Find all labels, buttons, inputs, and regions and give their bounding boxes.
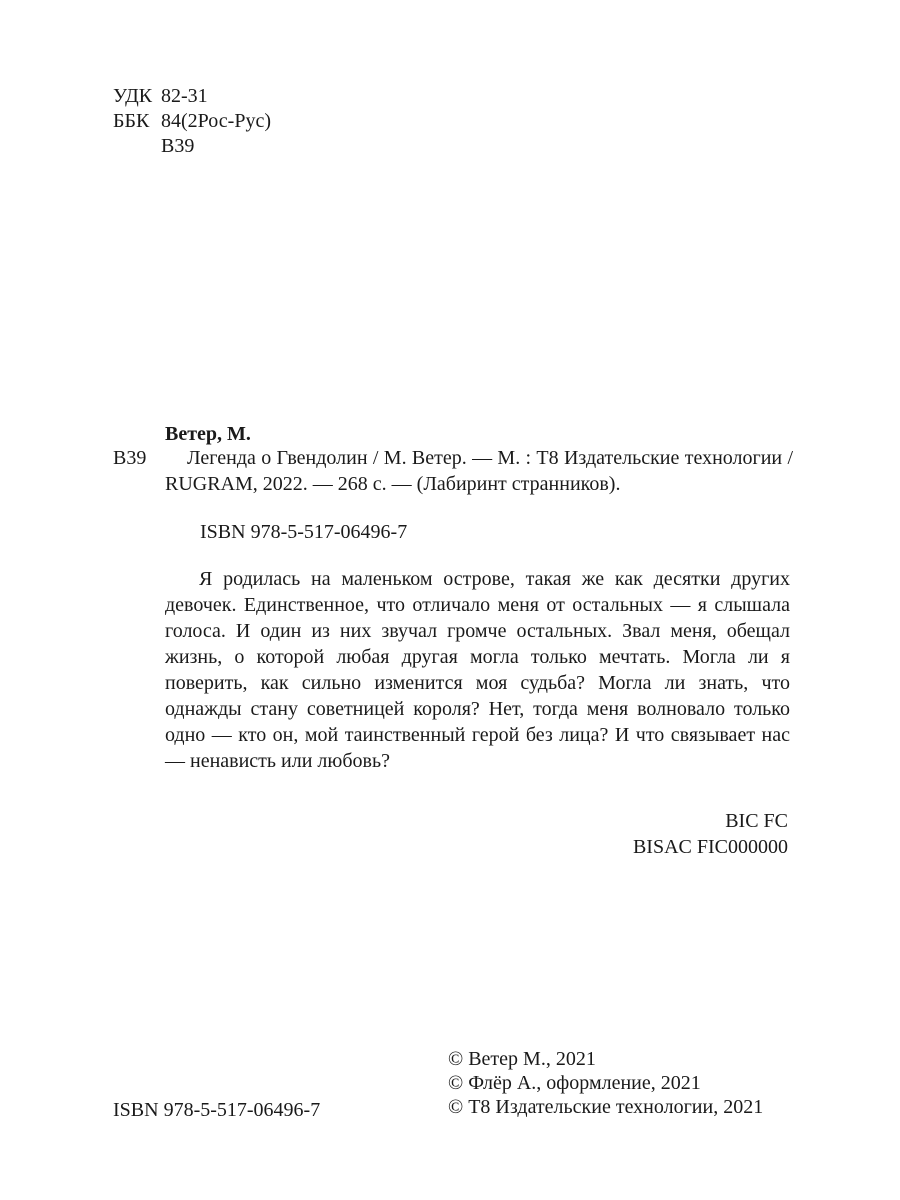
bbk-value: 84(2Рос-Рус) xyxy=(161,110,271,132)
classification-block xyxy=(113,84,271,159)
copyright-line: © Ветер М., 2021 xyxy=(448,1048,596,1070)
udk-row xyxy=(113,84,271,109)
copyright-block xyxy=(448,1047,763,1119)
copyright-line: © Т8 Издательские технологии, 2021 xyxy=(448,1096,764,1118)
bisac-code: BISAC FIC000000 xyxy=(632,836,788,858)
card-author: Ветер, М. xyxy=(165,423,251,445)
author-mark: В39 xyxy=(161,135,195,157)
udk-label: УДК xyxy=(113,85,153,107)
card-author-mark: В39 xyxy=(113,447,147,469)
author-mark-row xyxy=(113,134,271,159)
card-isbn: ISBN 978-5-517-06496-7 xyxy=(200,521,408,543)
udk-value: 82-31 xyxy=(161,85,208,107)
annotation: Я родилась на маленьком острове, такая же как десятки других девочек. Единственное, что отличало меня от остальных — я слышала голоса. И один из них звучал громче остальных. Звал меня, обещал жизнь, о которой любая другая могла только мечтать. Могла ли я поверить, как сильно изменится моя судьба? Могла ли знать, что однажды стану советницей короля? Нет, тогда меня волновало только одно — кто он, мой таинственный герой без лица? И что связывает нас — ненависть или любовь? xyxy=(165,568,790,772)
subject-codes xyxy=(633,808,788,860)
footer-isbn: ISBN 978-5-517-06496-7 xyxy=(113,1099,321,1121)
copyright-line: © Флёр А., оформление, 2021 xyxy=(448,1072,701,1094)
bibliographic-description: Легенда о Гвендолин / М. Ветер. — М. : Т8 Издательские технологии / RUGRAM, 2022. — 268 с. — (Лабиринт странников). xyxy=(165,447,793,495)
bic-code: BIC FC xyxy=(725,810,788,832)
bbk-row xyxy=(113,109,271,134)
bbk-label: ББК xyxy=(113,110,150,132)
